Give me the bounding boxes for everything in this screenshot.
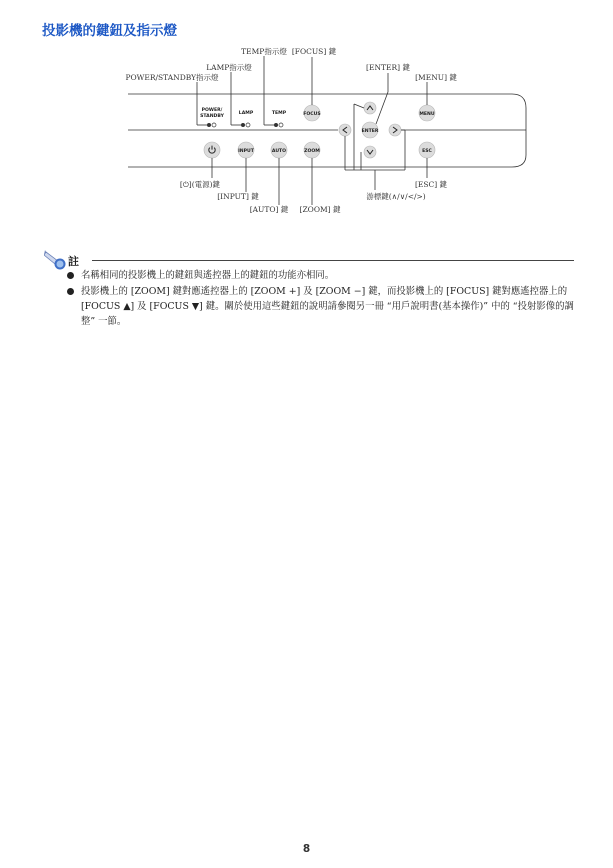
note-heading: 註 xyxy=(68,255,79,268)
callout-enter-key: [ENTER] 鍵 xyxy=(366,63,410,72)
callout-input-key: [INPUT] 鍵 xyxy=(217,192,259,201)
panel-label-esc: ESC xyxy=(422,149,432,154)
note-divider xyxy=(92,260,574,261)
callout-focus-key: [FOCUS] 鍵 xyxy=(291,47,337,56)
lamp-indicator xyxy=(241,123,250,127)
temp-indicator xyxy=(274,123,283,127)
panel-label-temp: TEMP xyxy=(271,111,287,116)
panel-label-enter: ENTER xyxy=(361,129,379,134)
callout-cursor-keys: 游標鍵(∧/∨/</>) xyxy=(366,192,426,201)
panel-label-menu: MENU xyxy=(419,112,435,117)
note-list xyxy=(64,268,579,330)
callout-lamp-indicator: LAMP指示燈 xyxy=(206,63,252,72)
list-item xyxy=(64,268,579,283)
panel-label-auto: AUTO xyxy=(271,149,287,154)
callout-zoom-key: [ZOOM] 鍵 xyxy=(299,205,341,214)
callout-esc-key: [ESC] 鍵 xyxy=(414,180,448,189)
leader-cursor-keys xyxy=(345,104,405,190)
panel-label-standby: STANDBY xyxy=(200,114,224,119)
callout-power-key: [⏻](電源)鍵 xyxy=(179,180,221,189)
panel-outline xyxy=(128,94,526,167)
cursor-up-button[interactable] xyxy=(364,102,376,114)
bullet-icon xyxy=(67,272,74,279)
power-button[interactable] xyxy=(204,142,220,158)
page-title: 投影機的鍵鈕及指示燈 xyxy=(42,23,177,39)
list-item xyxy=(64,284,579,329)
panel-label-lamp: LAMP xyxy=(238,111,254,116)
panel-label-zoom: ZOOM xyxy=(304,149,320,154)
power-standby-indicator xyxy=(207,123,216,127)
panel-label-focus: FOCUS xyxy=(303,112,321,117)
callout-auto-key: [AUTO] 鍵 xyxy=(249,205,289,214)
cursor-down-button[interactable] xyxy=(364,146,376,158)
panel-label-power-standby: POWER/ xyxy=(201,108,223,113)
note-item-text: 名稱相同的投影機上的鍵鈕與遙控器上的鍵鈕的功能亦相同。 xyxy=(81,270,335,281)
note-item-text: 投影機上的 [ZOOM] 鍵對應遙控器上的 [ZOOM +] 及 [ZOOM −] 鍵，而投影機上的 [FOCUS] 鍵對應遙控器上的 [FOCUS ▲] 及 [FOCUS ▼] 鍵。關於使用這些鍵鈕的說明請參閱另一冊 “用戶說明書(基本操作)” 中的 “投射影像的調整” 一節。 xyxy=(81,286,574,327)
cursor-left-button[interactable] xyxy=(339,124,351,136)
panel-label-input: INPUT xyxy=(238,149,254,154)
cursor-right-button[interactable] xyxy=(389,124,401,136)
callout-temp-indicator: TEMP指示燈 xyxy=(241,47,287,56)
bullet-icon xyxy=(67,288,74,295)
callout-power-indicator: POWER/STANDBY指示燈 xyxy=(125,73,219,82)
control-panel-diagram xyxy=(0,0,613,240)
page-number: 8 xyxy=(302,843,311,855)
callout-menu-key: [MENU] 鍵 xyxy=(415,73,457,82)
